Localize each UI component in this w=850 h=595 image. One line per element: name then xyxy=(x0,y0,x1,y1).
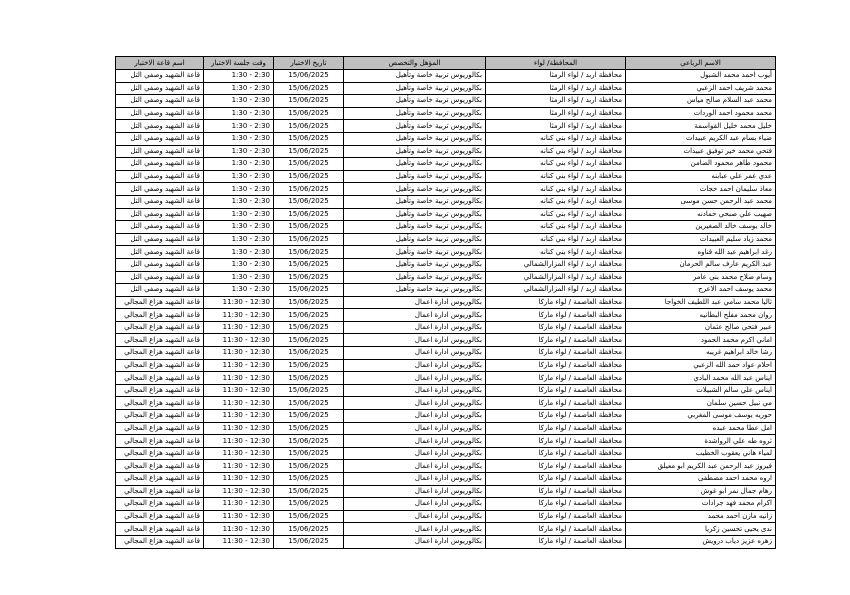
governorate-cell: محافظة اربد / لواء بني كنانه xyxy=(486,183,626,196)
governorate-cell: محافظة العاصمة / لواء ماركا xyxy=(486,473,626,486)
table-row xyxy=(116,485,776,498)
exam-date-cell: 15/06/2025 xyxy=(274,284,344,297)
exam-time-cell: 1:30 - 2:30 xyxy=(204,158,274,171)
qualification-cell: بكالوريوس تربية خاصة وتأهيل xyxy=(344,82,486,95)
full-name-cell: خالد يوسف خالد الصغيرين xyxy=(626,221,776,234)
full-name-cell: رهام جمال نمر ابو غوش xyxy=(626,485,776,498)
governorate-cell: محافظة اربد / لواء الرمثا xyxy=(486,107,626,120)
governorate-cell: محافظة اربد / لواء بني كنانه xyxy=(486,145,626,158)
header-governorate: المحافظة/ لواء xyxy=(486,57,626,70)
full-name-cell: معاذ سليمان احمد حجات xyxy=(626,183,776,196)
governorate-cell: محافظة اربد / لواء بني كنانه xyxy=(486,158,626,171)
header-qualification: المؤهل والتخصص xyxy=(344,57,486,70)
exam-date-cell: 15/06/2025 xyxy=(274,233,344,246)
exam-time-cell: 1:30 - 2:30 xyxy=(204,258,274,271)
exam-hall-cell: قاعة الشهيد هزاع المجالي xyxy=(116,460,204,473)
qualification-cell: بكالوريوس تربية خاصة وتأهيل xyxy=(344,284,486,297)
governorate-cell: محافظة اربد / لواء بني كنانه xyxy=(486,246,626,259)
table-row xyxy=(116,372,776,385)
governorate-cell: محافظة العاصمة / لواء ماركا xyxy=(486,447,626,460)
qualification-cell: بكالوريوس ادارة اعمال xyxy=(344,384,486,397)
full-name-cell: عبد الكريم عارف سالم الحرمان xyxy=(626,258,776,271)
exam-hall-cell: قاعة الشهيد وصفي التل xyxy=(116,258,204,271)
exam-hall-cell: قاعة الشهيد هزاع المجالي xyxy=(116,473,204,486)
table-row xyxy=(116,246,776,259)
full-name-cell: فيروز عبد الرحمن عبد الكريم ابو معيلق xyxy=(626,460,776,473)
governorate-cell: محافظة العاصمة / لواء ماركا xyxy=(486,535,626,548)
governorate-cell: محافظة العاصمة / لواء ماركا xyxy=(486,498,626,511)
exam-time-cell: 1:30 - 2:30 xyxy=(204,183,274,196)
exam-hall-cell: قاعة الشهيد هزاع المجالي xyxy=(116,296,204,309)
governorate-cell: محافظة العاصمة / لواء ماركا xyxy=(486,523,626,536)
table-row xyxy=(116,397,776,410)
exam-date-cell: 15/06/2025 xyxy=(274,473,344,486)
exam-time-cell: 11:30 - 12:30 xyxy=(204,321,274,334)
exam-time-cell: 11:30 - 12:30 xyxy=(204,523,274,536)
exam-date-cell: 15/06/2025 xyxy=(274,271,344,284)
exam-time-cell: 11:30 - 12:30 xyxy=(204,435,274,448)
governorate-cell: محافظة اربد / لواء بني كنانه xyxy=(486,195,626,208)
governorate-cell: محافظة اربد / لواء المزارالشمالي xyxy=(486,271,626,284)
exam-hall-cell: قاعة الشهيد هزاع المجالي xyxy=(116,410,204,423)
qualification-cell: بكالوريوس تربية خاصة وتأهيل xyxy=(344,195,486,208)
exam-hall-cell: قاعة الشهيد وصفي التل xyxy=(116,246,204,259)
governorate-cell: محافظة العاصمة / لواء ماركا xyxy=(486,359,626,372)
exam-hall-cell: قاعة الشهيد هزاع المجالي xyxy=(116,523,204,536)
exam-date-cell: 15/06/2025 xyxy=(274,372,344,385)
exam-date-cell: 15/06/2025 xyxy=(274,510,344,523)
qualification-cell: بكالوريوس ادارة اعمال xyxy=(344,523,486,536)
exam-schedule-sheet xyxy=(115,56,775,549)
exam-hall-cell: قاعة الشهيد هزاع المجالي xyxy=(116,309,204,322)
table-row xyxy=(116,233,776,246)
exam-hall-cell: قاعة الشهيد وصفي التل xyxy=(116,195,204,208)
exam-date-cell: 15/06/2025 xyxy=(274,422,344,435)
exam-hall-cell: قاعة الشهيد وصفي التل xyxy=(116,120,204,133)
table-row xyxy=(116,535,776,548)
exam-time-cell: 11:30 - 12:30 xyxy=(204,372,274,385)
table-row xyxy=(116,145,776,158)
table-row xyxy=(116,309,776,322)
exam-date-cell: 15/06/2025 xyxy=(274,170,344,183)
table-row xyxy=(116,170,776,183)
exam-hall-cell: قاعة الشهيد وصفي التل xyxy=(116,170,204,183)
qualification-cell: بكالوريوس تربية خاصة وتأهيل xyxy=(344,107,486,120)
exam-time-cell: 1:30 - 2:30 xyxy=(204,246,274,259)
qualification-cell: بكالوريوس تربية خاصة وتأهيل xyxy=(344,258,486,271)
qualification-cell: بكالوريوس تربية خاصة وتأهيل xyxy=(344,246,486,259)
full-name-cell: عبير فتحي صالح عثمان xyxy=(626,321,776,334)
exam-hall-cell: قاعة الشهيد وصفي التل xyxy=(116,183,204,196)
table-row xyxy=(116,107,776,120)
exam-hall-cell: قاعة الشهيد هزاع المجالي xyxy=(116,485,204,498)
full-name-cell: مي نبيل حسين سلمان xyxy=(626,397,776,410)
table-row xyxy=(116,82,776,95)
full-name-cell: ضياء بسام عبد الكريم عبيدات xyxy=(626,132,776,145)
exam-hall-cell: قاعة الشهيد هزاع المجالي xyxy=(116,384,204,397)
exam-hall-cell: قاعة الشهيد هزاع المجالي xyxy=(116,435,204,448)
table-row xyxy=(116,208,776,221)
qualification-cell: بكالوريوس ادارة اعمال xyxy=(344,435,486,448)
full-name-cell: ايناس عبد الله محمد البادي xyxy=(626,372,776,385)
exam-time-cell: 1:30 - 2:30 xyxy=(204,132,274,145)
table-body xyxy=(116,70,776,549)
full-name-cell: حوريه يوسف موسى المغربي xyxy=(626,410,776,423)
exam-hall-cell: قاعة الشهيد وصفي التل xyxy=(116,284,204,297)
qualification-cell: بكالوريوس ادارة اعمال xyxy=(344,334,486,347)
header-full-name: الاسم الرباعي xyxy=(626,57,776,70)
full-name-cell: أيوب احمد محمد الشبول xyxy=(626,70,776,83)
exam-time-cell: 1:30 - 2:30 xyxy=(204,107,274,120)
full-name-cell: عدي عمر علي عبابنه xyxy=(626,170,776,183)
header-exam-time: وقت جلسة الاختبار xyxy=(204,57,274,70)
qualification-cell: بكالوريوس تربية خاصة وتأهيل xyxy=(344,221,486,234)
exam-time-cell: 11:30 - 12:30 xyxy=(204,535,274,548)
qualification-cell: بكالوريوس ادارة اعمال xyxy=(344,359,486,372)
exam-time-cell: 11:30 - 12:30 xyxy=(204,334,274,347)
exam-time-cell: 1:30 - 2:30 xyxy=(204,221,274,234)
full-name-cell: فتحي محمد خير توفيق عبيدات xyxy=(626,145,776,158)
qualification-cell: بكالوريوس تربية خاصة وتأهيل xyxy=(344,208,486,221)
exam-hall-cell: قاعة الشهيد هزاع المجالي xyxy=(116,422,204,435)
full-name-cell: صهيب علي صبحي حمادنه xyxy=(626,208,776,221)
exam-time-cell: 1:30 - 2:30 xyxy=(204,233,274,246)
full-name-cell: ثروه طه علي الرواشدة xyxy=(626,435,776,448)
table-row xyxy=(116,435,776,448)
governorate-cell: محافظة اربد / لواء الرمثا xyxy=(486,82,626,95)
governorate-cell: محافظة العاصمة / لواء ماركا xyxy=(486,309,626,322)
full-name-cell: احلام عواد حمد الله الزعبي xyxy=(626,359,776,372)
exam-time-cell: 1:30 - 2:30 xyxy=(204,271,274,284)
exam-date-cell: 15/06/2025 xyxy=(274,384,344,397)
governorate-cell: محافظة العاصمة / لواء ماركا xyxy=(486,321,626,334)
exam-hall-cell: قاعة الشهيد وصفي التل xyxy=(116,233,204,246)
exam-hall-cell: قاعة الشهيد هزاع المجالي xyxy=(116,321,204,334)
exam-date-cell: 15/06/2025 xyxy=(274,145,344,158)
exam-date-cell: 15/06/2025 xyxy=(274,460,344,473)
governorate-cell: محافظة اربد / لواء الرمثا xyxy=(486,70,626,83)
header-exam-hall: اسم قاعة الاختبار xyxy=(116,57,204,70)
table-row xyxy=(116,510,776,523)
qualification-cell: بكالوريوس تربية خاصة وتأهيل xyxy=(344,70,486,83)
exam-hall-cell: قاعة الشهيد هزاع المجالي xyxy=(116,397,204,410)
full-name-cell: زهره عزيز دياب درويش xyxy=(626,535,776,548)
exam-hall-cell: قاعة الشهيد وصفي التل xyxy=(116,95,204,108)
governorate-cell: محافظة اربد / لواء الرمثا xyxy=(486,120,626,133)
table-row xyxy=(116,523,776,536)
qualification-cell: بكالوريوس ادارة اعمال xyxy=(344,321,486,334)
qualification-cell: بكالوريوس تربية خاصة وتأهيل xyxy=(344,145,486,158)
exam-hall-cell: قاعة الشهيد وصفي التل xyxy=(116,221,204,234)
qualification-cell: بكالوريوس ادارة اعمال xyxy=(344,473,486,486)
governorate-cell: محافظة اربد / لواء الرمثا xyxy=(486,95,626,108)
exam-time-cell: 1:30 - 2:30 xyxy=(204,170,274,183)
exam-schedule-table xyxy=(115,56,776,549)
qualification-cell: بكالوريوس ادارة اعمال xyxy=(344,498,486,511)
governorate-cell: محافظة اربد / لواء بني كنانه xyxy=(486,233,626,246)
exam-date-cell: 15/06/2025 xyxy=(274,132,344,145)
governorate-cell: محافظة العاصمة / لواء ماركا xyxy=(486,372,626,385)
exam-hall-cell: قاعة الشهيد وصفي التل xyxy=(116,132,204,145)
exam-date-cell: 15/06/2025 xyxy=(274,321,344,334)
governorate-cell: محافظة العاصمة / لواء ماركا xyxy=(486,296,626,309)
exam-date-cell: 15/06/2025 xyxy=(274,523,344,536)
exam-time-cell: 11:30 - 12:30 xyxy=(204,296,274,309)
exam-date-cell: 15/06/2025 xyxy=(274,195,344,208)
exam-hall-cell: قاعة الشهيد وصفي التل xyxy=(116,271,204,284)
exam-date-cell: 15/06/2025 xyxy=(274,82,344,95)
table-row xyxy=(116,498,776,511)
table-row xyxy=(116,296,776,309)
exam-time-cell: 11:30 - 12:30 xyxy=(204,498,274,511)
governorate-cell: محافظة العاصمة / لواء ماركا xyxy=(486,510,626,523)
table-row xyxy=(116,334,776,347)
governorate-cell: محافظة العاصمة / لواء ماركا xyxy=(486,397,626,410)
exam-time-cell: 1:30 - 2:30 xyxy=(204,208,274,221)
exam-hall-cell: قاعة الشهيد هزاع المجالي xyxy=(116,347,204,360)
full-name-cell: محمد شريف احمد الزعبي xyxy=(626,82,776,95)
exam-time-cell: 11:30 - 12:30 xyxy=(204,447,274,460)
exam-hall-cell: قاعة الشهيد هزاع المجالي xyxy=(116,359,204,372)
exam-date-cell: 15/06/2025 xyxy=(274,410,344,423)
exam-hall-cell: قاعة الشهيد وصفي التل xyxy=(116,107,204,120)
exam-date-cell: 15/06/2025 xyxy=(274,107,344,120)
full-name-cell: محمد عبد الرحمن حسن موسى xyxy=(626,195,776,208)
qualification-cell: بكالوريوس ادارة اعمال xyxy=(344,372,486,385)
exam-date-cell: 15/06/2025 xyxy=(274,95,344,108)
exam-time-cell: 11:30 - 12:30 xyxy=(204,309,274,322)
qualification-cell: بكالوريوس ادارة اعمال xyxy=(344,460,486,473)
exam-date-cell: 15/06/2025 xyxy=(274,347,344,360)
full-name-cell: امل عطا محمد عبده xyxy=(626,422,776,435)
table-row xyxy=(116,384,776,397)
table-row xyxy=(116,70,776,83)
governorate-cell: محافظة اربد / لواء بني كنانه xyxy=(486,170,626,183)
qualification-cell: بكالوريوس ادارة اعمال xyxy=(344,510,486,523)
full-name-cell: ندى يحيى تحسين زكريا xyxy=(626,523,776,536)
full-name-cell: ثاليا محمد سامي عبد اللطيف الخواجا xyxy=(626,296,776,309)
exam-time-cell: 11:30 - 12:30 xyxy=(204,397,274,410)
exam-hall-cell: قاعة الشهيد وصفي التل xyxy=(116,158,204,171)
exam-time-cell: 11:30 - 12:30 xyxy=(204,473,274,486)
exam-date-cell: 15/06/2025 xyxy=(274,221,344,234)
full-name-cell: محمد محمود احمد الوردات xyxy=(626,107,776,120)
qualification-cell: بكالوريوس ادارة اعمال xyxy=(344,410,486,423)
table-row xyxy=(116,132,776,145)
exam-time-cell: 1:30 - 2:30 xyxy=(204,195,274,208)
table-row xyxy=(116,221,776,234)
exam-date-cell: 15/06/2025 xyxy=(274,258,344,271)
exam-hall-cell: قاعة الشهيد هزاع المجالي xyxy=(116,372,204,385)
table-row xyxy=(116,158,776,171)
table-row xyxy=(116,447,776,460)
table-row xyxy=(116,410,776,423)
exam-date-cell: 15/06/2025 xyxy=(274,397,344,410)
table-row xyxy=(116,271,776,284)
table-row xyxy=(116,120,776,133)
governorate-cell: محافظة اربد / لواء المزارالشمالي xyxy=(486,258,626,271)
governorate-cell: محافظة العاصمة / لواء ماركا xyxy=(486,422,626,435)
table-header-row xyxy=(116,57,776,70)
exam-date-cell: 15/06/2025 xyxy=(274,359,344,372)
exam-date-cell: 15/06/2025 xyxy=(274,70,344,83)
exam-date-cell: 15/06/2025 xyxy=(274,309,344,322)
governorate-cell: محافظة العاصمة / لواء ماركا xyxy=(486,460,626,473)
exam-hall-cell: قاعة الشهيد وصفي التل xyxy=(116,208,204,221)
table-row xyxy=(116,422,776,435)
qualification-cell: بكالوريوس تربية خاصة وتأهيل xyxy=(344,132,486,145)
full-name-cell: محمد زياد سليم العبيدات xyxy=(626,233,776,246)
table-row xyxy=(116,321,776,334)
exam-date-cell: 15/06/2025 xyxy=(274,485,344,498)
governorate-cell: محافظة العاصمة / لواء ماركا xyxy=(486,435,626,448)
exam-date-cell: 15/06/2025 xyxy=(274,120,344,133)
exam-hall-cell: قاعة الشهيد هزاع المجالي xyxy=(116,498,204,511)
exam-time-cell: 11:30 - 12:30 xyxy=(204,422,274,435)
governorate-cell: محافظة العاصمة / لواء ماركا xyxy=(486,334,626,347)
governorate-cell: محافظة اربد / لواء بني كنانه xyxy=(486,132,626,145)
qualification-cell: بكالوريوس ادارة اعمال xyxy=(344,485,486,498)
table-row xyxy=(116,284,776,297)
table-row xyxy=(116,95,776,108)
exam-date-cell: 15/06/2025 xyxy=(274,208,344,221)
exam-time-cell: 1:30 - 2:30 xyxy=(204,145,274,158)
governorate-cell: محافظة العاصمة / لواء ماركا xyxy=(486,410,626,423)
exam-time-cell: 11:30 - 12:30 xyxy=(204,347,274,360)
full-name-cell: رغد ابراهيم عبد الله قناوه xyxy=(626,246,776,259)
qualification-cell: بكالوريوس تربية خاصة وتأهيل xyxy=(344,120,486,133)
exam-date-cell: 15/06/2025 xyxy=(274,535,344,548)
table-row xyxy=(116,347,776,360)
governorate-cell: محافظة اربد / لواء المزارالشمالي xyxy=(486,284,626,297)
qualification-cell: بكالوريوس ادارة اعمال xyxy=(344,422,486,435)
exam-date-cell: 15/06/2025 xyxy=(274,246,344,259)
exam-date-cell: 15/06/2025 xyxy=(274,498,344,511)
exam-date-cell: 15/06/2025 xyxy=(274,435,344,448)
governorate-cell: محافظة اربد / لواء بني كنانه xyxy=(486,208,626,221)
qualification-cell: بكالوريوس تربية خاصة وتأهيل xyxy=(344,271,486,284)
exam-date-cell: 15/06/2025 xyxy=(274,334,344,347)
qualification-cell: بكالوريوس تربية خاصة وتأهيل xyxy=(344,95,486,108)
qualification-cell: بكالوريوس تربية خاصة وتأهيل xyxy=(344,170,486,183)
full-name-cell: وسام صلاح محمد بني عامر xyxy=(626,271,776,284)
qualification-cell: بكالوريوس ادارة اعمال xyxy=(344,447,486,460)
full-name-cell: روان محمد مفلح البطانيه xyxy=(626,309,776,322)
exam-time-cell: 1:30 - 2:30 xyxy=(204,284,274,297)
exam-hall-cell: قاعة الشهيد هزاع المجالي xyxy=(116,510,204,523)
exam-hall-cell: قاعة الشهيد وصفي التل xyxy=(116,145,204,158)
exam-hall-cell: قاعة الشهيد هزاع المجالي xyxy=(116,535,204,548)
full-name-cell: اروه محمد احمد مصطفى xyxy=(626,473,776,486)
full-name-cell: رشا خالد ابراهيم غريبه xyxy=(626,347,776,360)
qualification-cell: بكالوريوس ادارة اعمال xyxy=(344,535,486,548)
exam-time-cell: 1:30 - 2:30 xyxy=(204,82,274,95)
full-name-cell: محمود طاهر محمود الضامن xyxy=(626,158,776,171)
exam-time-cell: 11:30 - 12:30 xyxy=(204,410,274,423)
exam-date-cell: 15/06/2025 xyxy=(274,296,344,309)
exam-date-cell: 15/06/2025 xyxy=(274,447,344,460)
exam-time-cell: 11:30 - 12:30 xyxy=(204,359,274,372)
table-row xyxy=(116,258,776,271)
exam-hall-cell: قاعة الشهيد وصفي التل xyxy=(116,82,204,95)
exam-time-cell: 11:30 - 12:30 xyxy=(204,485,274,498)
exam-date-cell: 15/06/2025 xyxy=(274,183,344,196)
qualification-cell: بكالوريوس ادارة اعمال xyxy=(344,309,486,322)
full-name-cell: خليل محمد خليل القواسمة xyxy=(626,120,776,133)
exam-hall-cell: قاعة الشهيد هزاع المجالي xyxy=(116,447,204,460)
exam-time-cell: 11:30 - 12:30 xyxy=(204,460,274,473)
qualification-cell: بكالوريوس تربية خاصة وتأهيل xyxy=(344,183,486,196)
header-exam-date: تاريخ الاختبار xyxy=(274,57,344,70)
full-name-cell: زانيه مازن احمد محمد xyxy=(626,510,776,523)
exam-time-cell: 11:30 - 12:30 xyxy=(204,384,274,397)
full-name-cell: اماني اكرم محمد الحمود xyxy=(626,334,776,347)
full-name-cell: محمد يوسف احمد الاعرج xyxy=(626,284,776,297)
table-row xyxy=(116,195,776,208)
exam-hall-cell: قاعة الشهيد هزاع المجالي xyxy=(116,334,204,347)
qualification-cell: بكالوريوس ادارة اعمال xyxy=(344,347,486,360)
exam-time-cell: 1:30 - 2:30 xyxy=(204,70,274,83)
qualification-cell: بكالوريوس تربية خاصة وتأهيل xyxy=(344,233,486,246)
table-row xyxy=(116,460,776,473)
governorate-cell: محافظة العاصمة / لواء ماركا xyxy=(486,347,626,360)
governorate-cell: محافظة العاصمة / لواء ماركا xyxy=(486,485,626,498)
exam-time-cell: 11:30 - 12:30 xyxy=(204,510,274,523)
exam-date-cell: 15/06/2025 xyxy=(274,158,344,171)
exam-hall-cell: قاعة الشهيد وصفي التل xyxy=(116,70,204,83)
qualification-cell: بكالوريوس ادارة اعمال xyxy=(344,397,486,410)
exam-time-cell: 1:30 - 2:30 xyxy=(204,95,274,108)
governorate-cell: محافظة اربد / لواء بني كنانه xyxy=(486,221,626,234)
table-row xyxy=(116,473,776,486)
qualification-cell: بكالوريوس تربية خاصة وتأهيل xyxy=(344,158,486,171)
full-name-cell: لمياء هاني يعقوب الخطيب xyxy=(626,447,776,460)
governorate-cell: محافظة العاصمة / لواء ماركا xyxy=(486,384,626,397)
table-row xyxy=(116,359,776,372)
full-name-cell: اكرام محمد فهد جرادات xyxy=(626,498,776,511)
full-name-cell: ايناس علي سالم الشبيلات xyxy=(626,384,776,397)
full-name-cell: محمد عبد السلام صالح مياس xyxy=(626,95,776,108)
exam-time-cell: 1:30 - 2:30 xyxy=(204,120,274,133)
table-row xyxy=(116,183,776,196)
qualification-cell: بكالوريوس ادارة اعمال xyxy=(344,296,486,309)
